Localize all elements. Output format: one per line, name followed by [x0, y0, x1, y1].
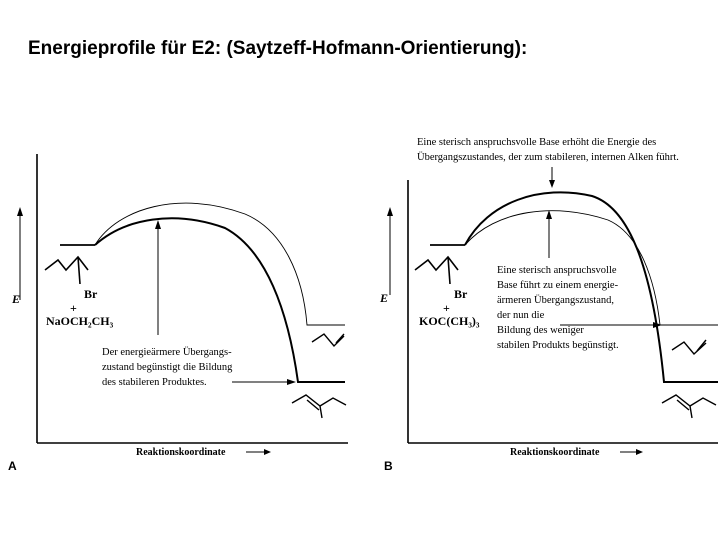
panel-a-letter: A — [8, 459, 17, 473]
panel-b-letter: B — [384, 459, 393, 473]
panel-a-curve-terminal-alkene — [95, 203, 345, 325]
panel-b-top-note-line: Übergangszustandes, der zum stabileren, internen Alken führt. — [417, 152, 679, 163]
panel-b-annotation-line: Base führt zu einem energie- — [497, 280, 619, 291]
panel-b-x-axis-arrowhead — [636, 449, 643, 455]
panel-b-terminal-alkene-structure — [672, 342, 706, 354]
panel-b-annotation-line: der nun die — [497, 310, 545, 321]
panel-a-annotation — [102, 346, 235, 388]
panel-a-reactant-structure — [45, 257, 88, 270]
panel-b-top-note — [417, 137, 679, 163]
panel-b-top-note-line: Eine sterisch anspruchsvolle Base erhöht die Energie des — [417, 137, 657, 148]
panel-a-annotation-line: Der energieärmere Übergangs- — [102, 347, 232, 358]
energy-profile-figure — [0, 110, 720, 490]
panel-b-x-axis-label: Reaktionskoordinate — [510, 447, 600, 458]
panel-a-product-arrowhead — [287, 379, 296, 385]
panel-b-y-axis-label: E — [380, 291, 389, 305]
panel-b-reactant-structure — [415, 257, 458, 270]
panel-b-annotation — [497, 265, 621, 351]
panel-b-annotation-line: stabilen Produkts begünstigt. — [497, 340, 619, 351]
panel-b-ts-arrowhead — [546, 210, 552, 219]
panel-a-bromine-label: Br — [84, 287, 98, 301]
panel-a-ts-arrowhead — [155, 220, 161, 229]
panel-b-top-arrowhead — [549, 180, 555, 188]
panel-b-annotation-line: ärmeren Übergangszustand, — [497, 295, 615, 306]
panel-a-annotation-line: des stabileren Produktes. — [102, 377, 207, 388]
panel-a-plus-sign: + — [70, 301, 77, 315]
panel-a-y-axis-label: E — [12, 292, 21, 306]
panel-a-reactant-bond-br — [78, 257, 80, 284]
panel-a-annotation-line: zustand begünstigt die Bildung — [102, 362, 233, 373]
panel-a-energy-arrowhead — [17, 207, 23, 216]
panel-b — [379, 137, 718, 473]
panel-b-base-label: KOC(CH₃)₃ — [419, 314, 480, 328]
panel-b-annotation-line: Eine sterisch anspruchsvolle — [497, 265, 617, 276]
panel-a — [8, 154, 348, 473]
panel-b-internal-alkene-structure — [662, 395, 716, 406]
panel-b-annotation-line: Bildung des weniger — [497, 325, 584, 336]
energy-profile-svg — [0, 110, 720, 490]
panel-a-x-axis-arrowhead — [264, 449, 271, 455]
panel-a-base-label: NaOCH₂CH₃ — [46, 314, 114, 328]
panel-a-x-axis-label: Reaktionskoordinate — [136, 447, 226, 458]
panel-b-energy-arrowhead — [387, 207, 393, 216]
slide-title: Energieprofile für E2: (Saytzeff-Hofmann-Orientierung): — [28, 38, 528, 59]
panel-a-internal-alkene-structure — [292, 395, 346, 406]
panel-b-bromine-label: Br — [454, 287, 468, 301]
panel-b-plus-sign: + — [443, 301, 450, 315]
